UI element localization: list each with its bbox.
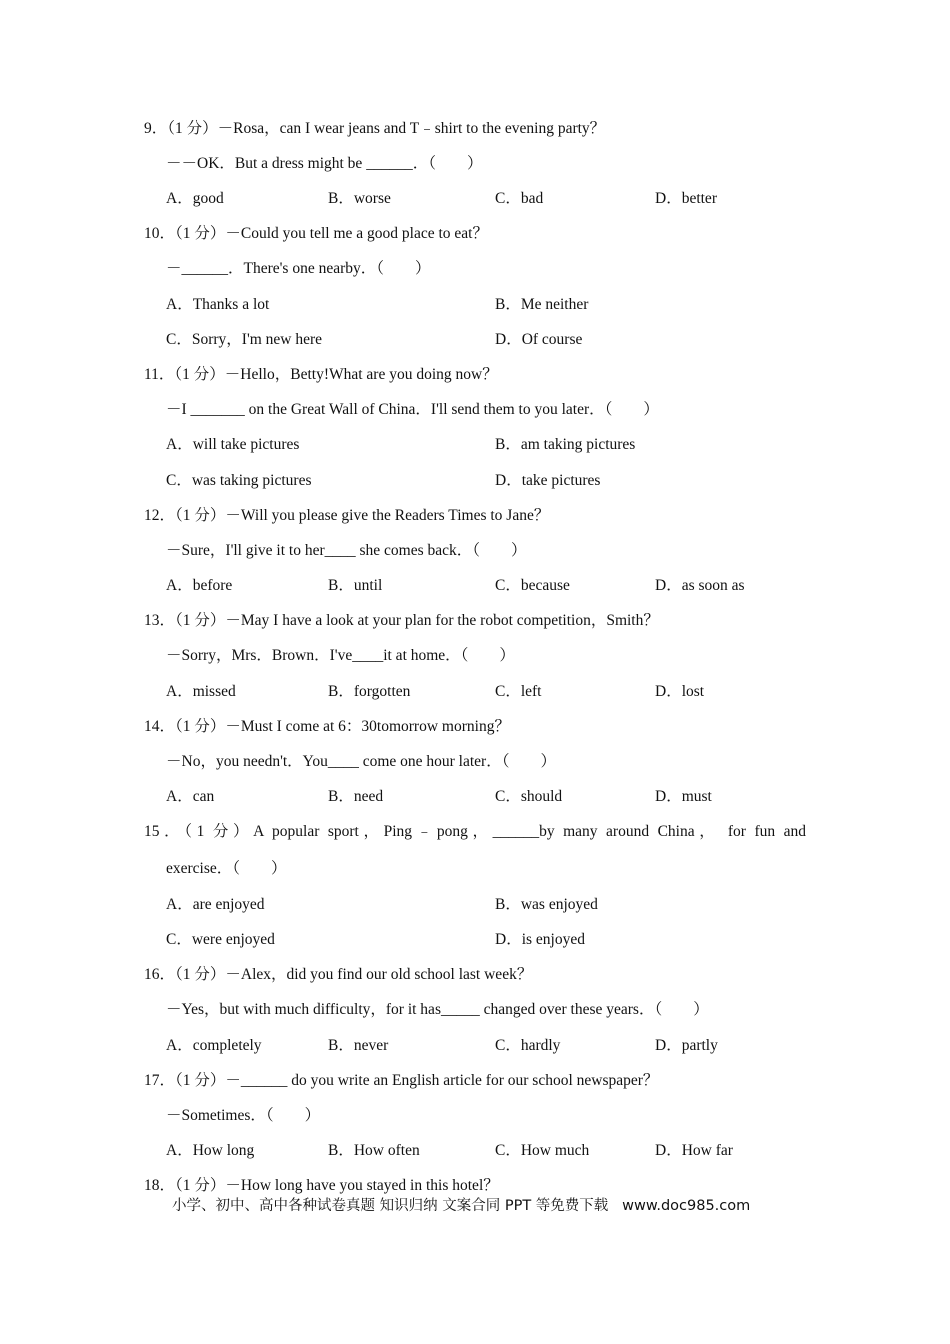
question-13-option-a: A．missed [166,683,236,700]
question-14-stem: 14．（1 分）－Must I come at 6：30tomorrow morning？ [144,718,510,735]
question-11-prompt: －I _______ on the Great Wall of China．I'll send them to you later．（ ） [166,401,659,418]
question-17-stem: 17．（1 分）－______ do you write an English article for our school newspaper？ [144,1072,659,1089]
question-16-option-b: B．never [328,1037,389,1054]
question-16-prompt: －Yes，but with much difficulty，for it has_____ changed over these years．（ ） [166,1001,709,1018]
question-17-option-d: D．How far [655,1142,733,1159]
question-12-option-b: B．until [328,577,383,594]
question-11-stem: 11．（1 分）－Hello，Betty!What are you doing now？ [144,366,498,383]
question-15-stem: 15．（1 分）A popular sport，Ping﹣pong，______by many around China， for fun and [144,823,806,840]
question-14-option-d: D．must [655,788,712,805]
question-9-option-a: A．good [166,190,224,207]
question-15-option-c: C．were enjoyed [166,931,275,948]
question-12-option-d: D．as soon as [655,577,745,594]
question-12-option-a: A．before [166,577,233,594]
question-17-option-a: A．How long [166,1142,255,1159]
question-16-option-c: C．hardly [495,1037,561,1054]
question-16-stem: 16．（1 分）－Alex，did you find our old school last week？ [144,966,533,983]
question-15-prompt: exercise．（ ） [166,860,287,877]
question-12-prompt: －Sure，I'll give it to her____ she comes back．（ ） [166,542,527,559]
question-13-option-c: C．left [495,683,542,700]
question-11-option-a: A．will take pictures [166,436,300,453]
question-18-stem: 18．（1 分）－How long have you stayed in this hotel？ [144,1177,499,1194]
question-10-option-b: B．Me neither [495,296,589,313]
question-9-option-b: B．worse [328,190,391,207]
question-10-prompt: －______．There's one nearby．（ ） [166,260,431,277]
question-14-option-b: B．need [328,788,384,805]
question-17-prompt: －Sometimes．（ ） [166,1107,321,1124]
question-9-option-c: C．bad [495,190,544,207]
question-11-option-d: D．take pictures [495,472,601,489]
question-15-option-a: A．are enjoyed [166,896,265,913]
question-12-option-c: C．because [495,577,570,594]
question-9-stem: 9．（1 分）－Rosa，can I wear jeans and T﹣shirt to the evening party？ [144,120,606,137]
question-10-stem: 10．（1 分）－Could you tell me a good place to eat？ [144,225,488,242]
question-9-prompt: －－OK．But a dress might be ______．（ ） [166,155,483,172]
question-13-option-b: B．forgotten [328,683,411,700]
question-9-option-d: D．better [655,190,717,207]
question-11-option-b: B．am taking pictures [495,436,636,453]
question-13-prompt: －Sorry，Mrs．Brown．I've____it at home．（ ） [166,647,515,664]
question-16-option-d: D．partly [655,1037,718,1054]
question-11-option-c: C．was taking pictures [166,472,312,489]
question-15-option-b: B．was enjoyed [495,896,598,913]
question-12-stem: 12．（1 分）－Will you please give the Readers Times to Jane？ [144,507,550,524]
question-14-option-c: C．should [495,788,563,805]
question-13-stem: 13．（1 分）－May I have a look at your plan for the robot competition，Smith？ [144,612,659,629]
question-14-prompt: －No，you needn't．You____ come one hour later．（ ） [166,753,556,770]
question-10-option-c: C．Sorry，I'm new here [166,331,323,348]
question-14-option-a: A．can [166,788,215,805]
footer-watermark-text: 小学、初中、高中各种试卷真题 知识归纳 文案合同 PPT 等免费下载 www.doc985.com [172,1198,751,1214]
question-13-option-d: D．lost [655,683,705,700]
question-17-option-c: C．How much [495,1142,590,1159]
question-16-option-a: A．completely [166,1037,262,1054]
question-17-option-b: B．How often [328,1142,420,1159]
question-15-option-d: D．is enjoyed [495,931,585,948]
question-10-option-d: D．Of course [495,331,583,348]
question-10-option-a: A．Thanks a lot [166,296,270,313]
